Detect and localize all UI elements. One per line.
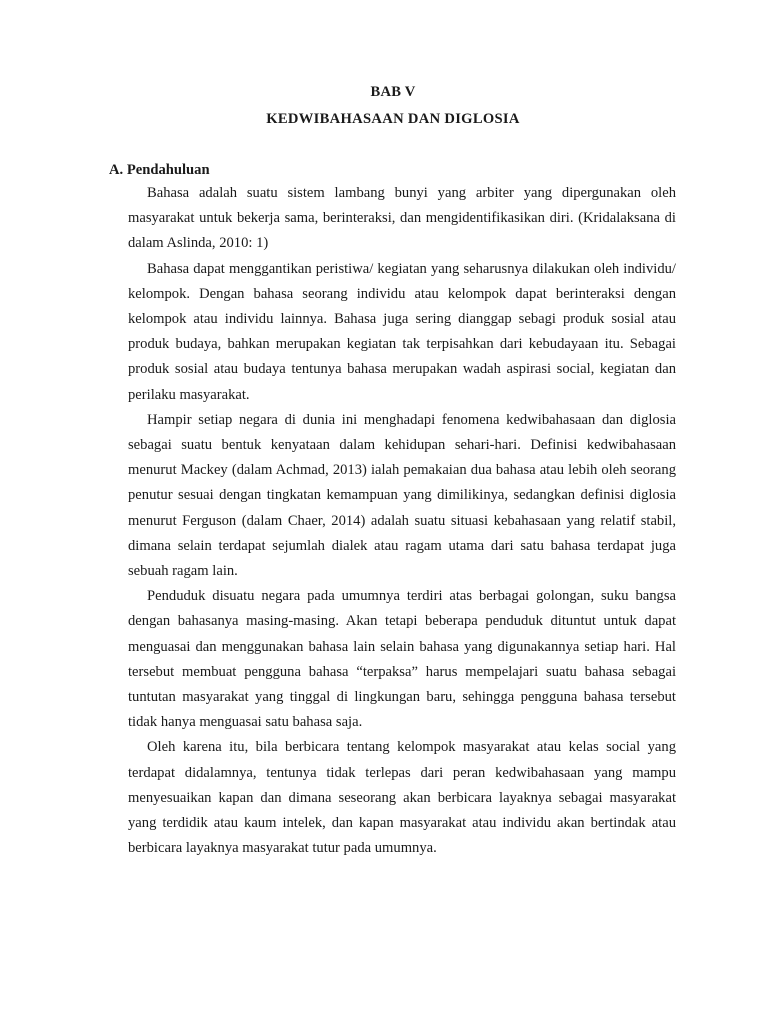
chapter-number: BAB V xyxy=(370,84,416,100)
paragraph-2: Bahasa dapat menggantikan peristiwa/ kegiatan yang seharusnya dilakukan oleh individu/ kelompok. Dengan bahasa seorang individu atau kelompok dapat berinteraksi dengan kelompok atau individu lainnya. Bahasa juga sering dianggap sebagi produk sosial atau produk budaya, bahkan merupakan kegiatan tak terpisahkan dari kebudayaan itu. Sebagai produk sosial atau budaya tentunya bahasa merupakan wadah aspirasi social, kegiatan dan perilaku masyarakat. xyxy=(128,260,676,403)
paragraph-3: Hampir setiap negara di dunia ini menghadapi fenomena kedwibahasaan dan diglosia sebagai suatu bentuk kenyataan dalam kehidupan sehari-hari. Definisi kedwibahasaan menurut Mackey (dalam Achmad, 2013) ialah pemakaian dua bahasa atau lebih oleh seorang penutur sesuai dengan tingkatan kemampuan yang dimilikinya, sedangkan definisi diglosia menurut Ferguson (dalam Chaer, 2014) adalah suatu situasi kebahasaan yang relatif stabil, dimana selain terdapat sejumlah dialek atau ragam utama dari satu bahasa terdapat juga sebuah ragam lain. xyxy=(128,411,676,580)
paragraph-5: Oleh karena itu, bila berbicara tentang kelompok masyarakat atau kelas social yang terdapat didalamnya, tentunya tidak terlepas dari peran kedwibahasaan yang mampu menyesuaikan kapan dan dimana seseorang akan berbicara layaknya sebagai masyarakat yang terdidik atau kaum intelek, dan kapan masyarakat atau individu akan bertindak atau berbicara layaknya masyarakat tutur pada umumnya. xyxy=(128,739,676,857)
paragraph-1: Bahasa adalah suatu sistem lambang bunyi yang arbiter yang dipergunakan oleh masyarakat untuk bekerja sama, berinteraksi, dan mengidentifikasikan diri. (Kridalaksana di dalam Aslinda, 2010: 1) xyxy=(128,185,676,252)
chapter-title: KEDWIBAHASAAN DAN DIGLOSIA xyxy=(266,111,520,127)
section-heading: A. Pendahuluan xyxy=(109,162,210,178)
body-text xyxy=(128,181,676,861)
paragraph-4: Penduduk disuatu negara pada umumnya terdiri atas berbagai golongan, suku bangsa dengan bahasanya masing-masing. Akan tetapi beberapa penduduk dituntut untuk dapat menguasai dan menggunakan bahasa lain selain bahasa yang digunakannya setiap hari. Hal tersebut membuat pengguna bahasa “terpaksa” harus mempelajari suatu bahasa sebagai tuntutan masyarakat yang tinggal di lingkungan baru, sehingga pengguna bahasa tersebut tidak hanya menguasai satu bahasa saja. xyxy=(128,588,676,731)
